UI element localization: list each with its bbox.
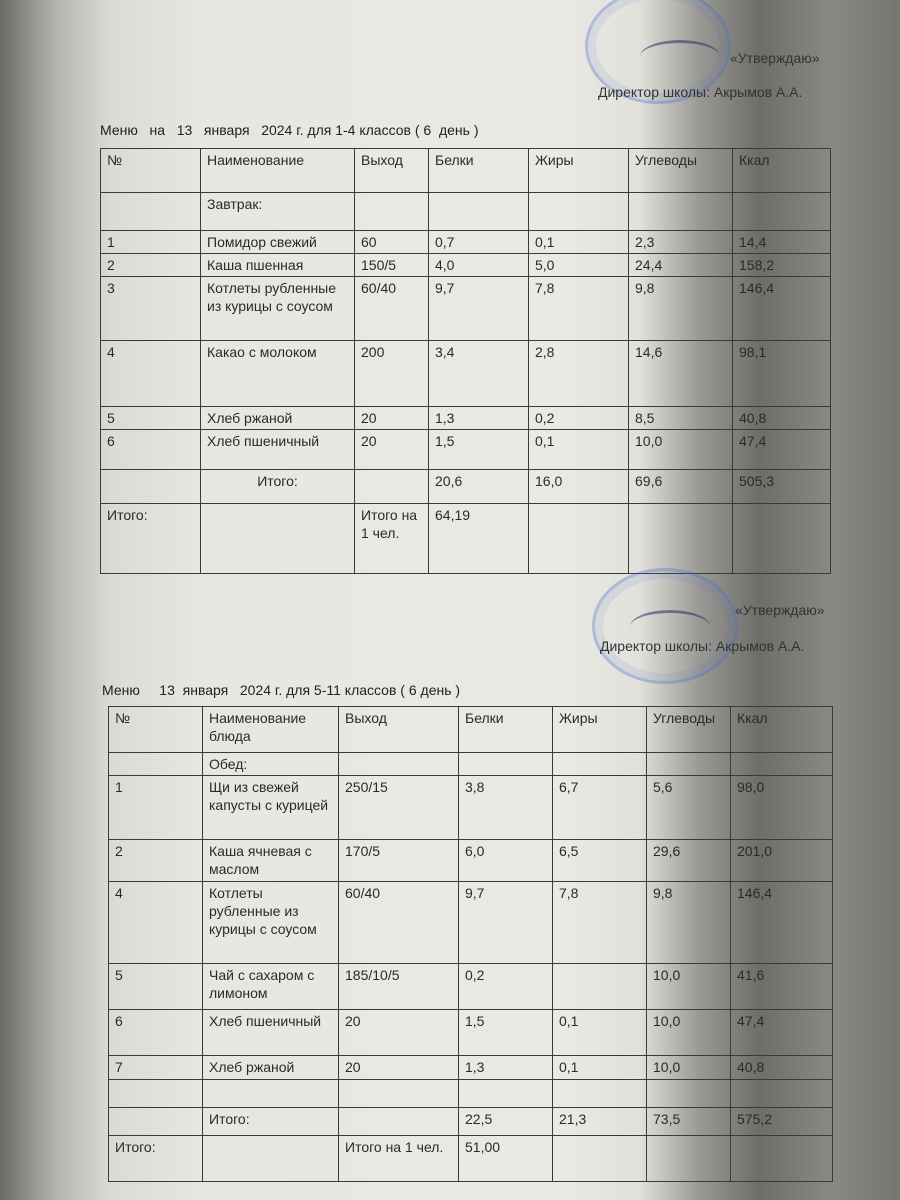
section-row — [101, 193, 831, 231]
table-row: 3 Котлеты рубленные из курицы с соусом 60/40 9,7 7,8 9,8 146,4 — [101, 277, 831, 341]
section-label: Завтрак: — [201, 193, 355, 231]
header-cell: Наименование блюда — [203, 707, 339, 753]
header-cell: Углеводы — [629, 149, 733, 193]
header-cell: Наименование — [201, 149, 355, 193]
total-row — [109, 1136, 833, 1182]
menu1-title: Меню на 13 января 2024 г. для 1-4 классов ( 6 день ) — [100, 122, 479, 138]
table-row: 1 Помидор свежий 60 0,7 0,1 2,3 14,4 — [101, 231, 831, 254]
header-cell: Жиры — [529, 149, 629, 193]
subtotal-row: Итого: 22,5 21,3 73,5 575,2 — [109, 1108, 833, 1136]
subtotal-row: Итого: 20,6 16,0 69,6 505,3 — [101, 470, 831, 504]
total-label: Итого: — [101, 504, 201, 574]
table-row: 2 Каша ячневая с маслом 170/5 6,0 6,5 29,6 201,0 — [109, 840, 833, 882]
director-label: Директор школы: Акрымов А.А. — [598, 84, 803, 100]
header-cell: Выход — [339, 707, 459, 753]
table-row: 4 Какао с молоком 200 3,4 2,8 14,6 98,1 — [101, 341, 831, 407]
approve-label: «Утверждаю» — [730, 50, 820, 66]
table-row: 5 Чай с сахаром с лимоном 185/10/5 0,2 10,0 41,6 — [109, 964, 833, 1010]
signature-icon — [640, 40, 720, 73]
table-row: 2 Каша пшенная 150/5 4,0 5,0 24,4 158,2 — [101, 254, 831, 277]
total-label: Итого: — [109, 1136, 203, 1182]
table-row: 6 Хлеб пшеничный 20 1,5 0,1 10,0 47,4 — [101, 430, 831, 470]
table-row: 7 Хлеб ржаной 20 1,3 0,1 10,0 40,8 — [109, 1056, 833, 1080]
total-value: 64,19 — [429, 504, 529, 574]
menu2-table — [108, 706, 833, 1182]
subtotal-label: Итого: — [201, 470, 355, 504]
approve-label: «Утверждаю» — [735, 602, 825, 618]
per-person-label: Итого на 1 чел. — [355, 504, 429, 574]
table-header-row — [109, 707, 833, 753]
subtotal-label: Итого: — [203, 1108, 339, 1136]
menu2-title: Меню 13 января 2024 г. для 5-11 классов ( 6 день ) — [102, 682, 461, 698]
header-cell: Белки — [459, 707, 553, 753]
header-cell: № — [101, 149, 201, 193]
total-value: 51,00 — [459, 1136, 553, 1182]
section-row — [109, 753, 833, 776]
table-row: 6 Хлеб пшеничный 20 1,5 0,1 10,0 47,4 — [109, 1010, 833, 1056]
table-row: 4 Котлеты рубленные из курицы с соусом 60/40 9,7 7,8 9,8 146,4 — [109, 882, 833, 964]
table-row: 5 Хлеб ржаной 20 1,3 0,2 8,5 40,8 — [101, 407, 831, 430]
menu1-table — [100, 148, 831, 574]
header-cell: Жиры — [553, 707, 647, 753]
table-header-row — [101, 149, 831, 193]
table-row: 1 Щи из свежей капусты с курицей 250/15 3,8 6,7 5,6 98,0 — [109, 776, 833, 840]
total-row — [101, 504, 831, 574]
section-label: Обед: — [203, 753, 339, 776]
per-person-label: Итого на 1 чел. — [339, 1136, 459, 1182]
header-cell: Ккал — [733, 149, 831, 193]
header-cell: № — [109, 707, 203, 753]
director-label: Директор школы: Акрымов А.А. — [600, 638, 805, 654]
header-cell: Белки — [429, 149, 529, 193]
header-cell: Ккал — [731, 707, 833, 753]
header-cell: Выход — [355, 149, 429, 193]
empty-row — [109, 1080, 833, 1108]
header-cell: Углеводы — [647, 707, 731, 753]
